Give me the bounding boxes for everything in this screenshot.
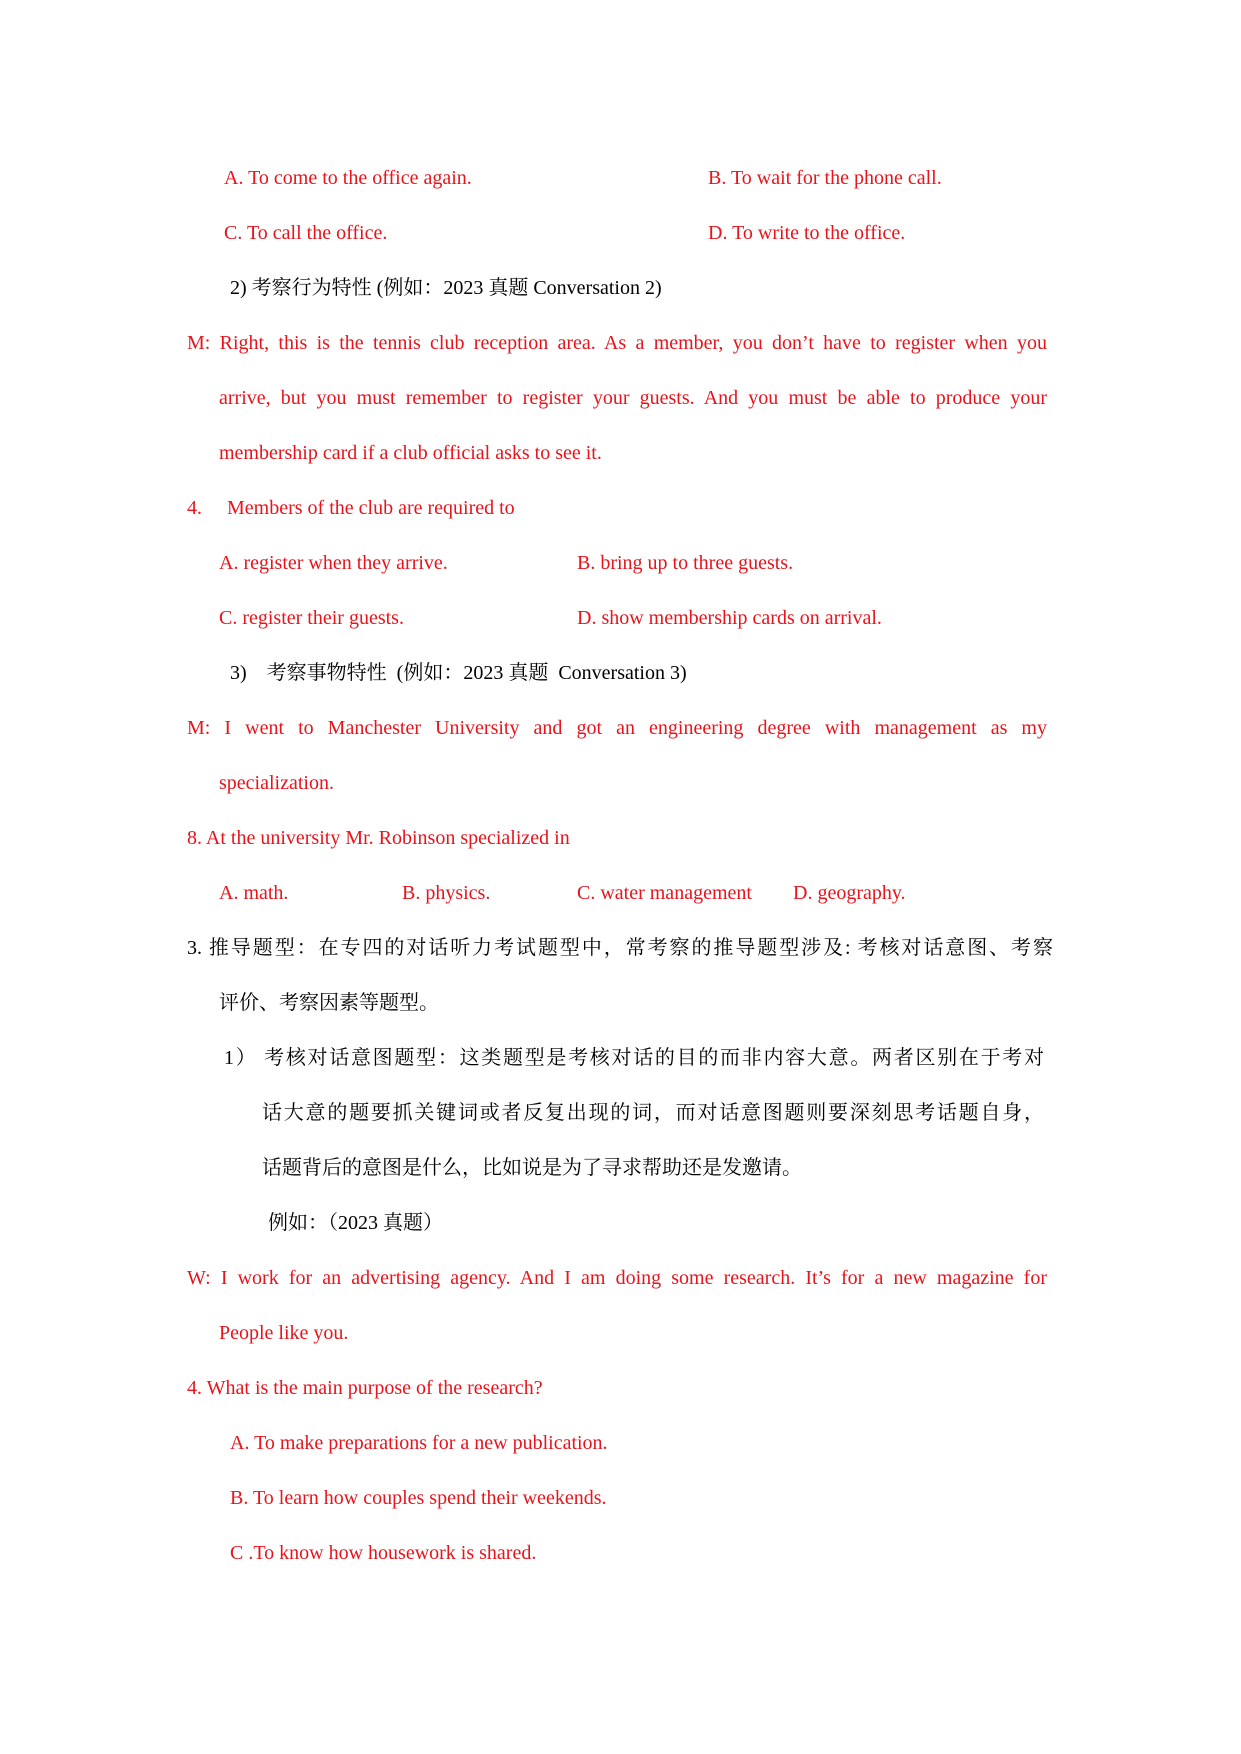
section-intro: 3. 推导题型：在专四的对话听力考试题型中，常考察的推导题型涉及: 考核对话意图、考察: [187, 937, 1053, 959]
option-c: C .To know how housework is shared.: [230, 1542, 537, 1564]
option-c: C. water management: [577, 882, 752, 904]
question-text: 4. Members of the club are required to: [187, 497, 515, 519]
option-a: A. To come to the office again.: [224, 167, 472, 189]
option-d: D. To write to the office.: [708, 222, 906, 244]
example-label: 例如：（2023 真题）: [268, 1212, 443, 1234]
section-heading-thing: 3) 考察事物特性 (例如：2023 真题 Conversation 3): [230, 662, 687, 684]
transcript-line: W: I work for an advertising agency. And I am doing some research. It’s for a new magazine for: [187, 1267, 1047, 1289]
option-b: B. To wait for the phone call.: [708, 167, 942, 189]
section-intro: 评价、考察因素等题型。: [219, 992, 439, 1014]
transcript-line: M: I went to Manchester University and got an engineering degree with management as my: [187, 717, 1047, 739]
option-d: D. show membership cards on arrival.: [577, 607, 882, 629]
option-d: D. geography.: [793, 882, 906, 904]
option-a: A. To make preparations for a new publication.: [230, 1432, 608, 1454]
transcript-line: membership card if a club official asks to see it.: [219, 442, 602, 464]
option-b: B. bring up to three guests.: [577, 552, 794, 574]
subsection-text: 1） 考核对话意图题型：这类题型是考核对话的目的而非内容大意。两者区别在于考对: [224, 1047, 1044, 1069]
option-b: B. physics.: [402, 882, 491, 904]
option-a: A. math.: [219, 882, 289, 904]
subsection-text: 话题背后的意图是什么，比如说是为了寻求帮助还是发邀请。: [262, 1157, 802, 1179]
option-c: C. register their guests.: [219, 607, 404, 629]
option-c: C. To call the office.: [224, 222, 388, 244]
option-b: B. To learn how couples spend their weekends.: [230, 1487, 607, 1509]
transcript-line: M: Right, this is the tennis club reception area. As a member, you don’t have to register when you: [187, 332, 1047, 354]
transcript-line: arrive, but you must remember to register your guests. And you must be able to produce your: [219, 387, 1047, 409]
question-text: 8. At the university Mr. Robinson specialized in: [187, 827, 570, 849]
transcript-line: specialization.: [219, 772, 334, 794]
question-text: 4. What is the main purpose of the research?: [187, 1377, 543, 1399]
option-a: A. register when they arrive.: [219, 552, 448, 574]
section-heading-behavior: 2) 考察行为特性 (例如：2023 真题 Conversation 2): [230, 277, 662, 299]
subsection-text: 话大意的题要抓关键词或者反复出现的词，而对话意图题则要深刻思考话题自身，: [262, 1102, 1044, 1124]
transcript-line: People like you.: [219, 1322, 349, 1344]
